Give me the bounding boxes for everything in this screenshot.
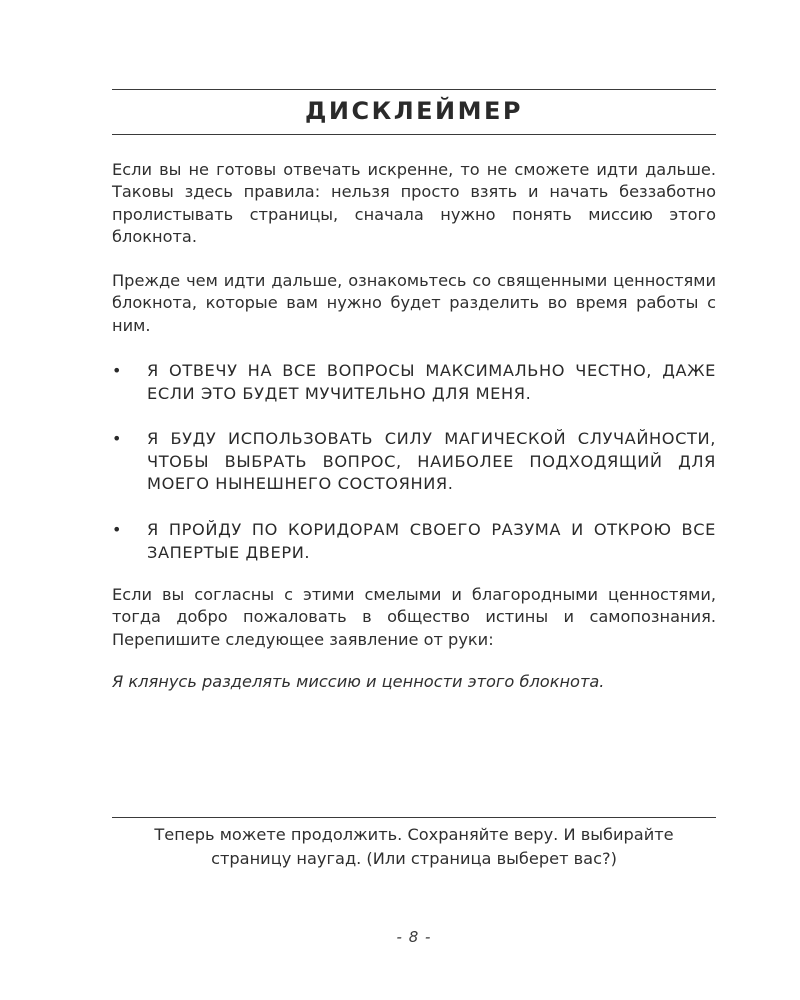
intro-paragraph: Если вы не готовы отвечать искренне, то не сможете идти дальше. Таковы здесь правила: нельзя просто взять и начать беззаботно пролистывать страницы, сначала нужно понять миссию этого блокнота. [112, 160, 716, 247]
value-text: Я ПРОЙДУ ПО КОРИДОРАМ СВОЕГО РАЗУМА И ОТКРОЮ ВСЕ ЗАПЕРТЫЕ ДВЕРИ. [147, 519, 716, 562]
page-title: ДИСКЛЕЙМЕР [305, 97, 523, 125]
title-top-rule [112, 89, 716, 90]
values-list [112, 360, 716, 587]
list-item [112, 428, 716, 496]
agreement-paragraph: Если вы согласны с этими смелыми и благородными ценностями, тогда добро пожаловать в общество истины и самопознания. Перепишите следующее заявление от руки: [112, 585, 716, 649]
value-text: Я ОТВЕЧУ НА ВСЕ ВОПРОСЫ МАКСИМАЛЬНО ЧЕСТНО, ДАЖЕ ЕСЛИ ЭТО БУДЕТ МУЧИТЕЛЬНО ДЛЯ МЕНЯ. [147, 361, 716, 403]
list-item [112, 360, 716, 405]
value-text: Я БУДУ ИСПОЛЬЗОВАТЬ СИЛУ МАГИЧЕСКОЙ СЛУЧАЙНОСТИ, ЧТОБЫ ВЫБРАТЬ ВОПРОС, НАИБОЛЕЕ ПОДХОДЯЩИЙ ДЛЯ МОЕГО НЫНЕШНЕГО СОСТОЯНИЯ. [147, 429, 716, 494]
footer-rule [112, 817, 716, 818]
page-number: - 8 - [396, 928, 432, 946]
list-item [112, 519, 716, 564]
bullet-icon: • [112, 429, 123, 449]
footer-note: Теперь можете продолжить. Сохраняйте веру. И выбирайте страницу наугад. (Или страница выберет вас?) [154, 825, 674, 868]
title-bottom-rule [112, 134, 716, 135]
oath-statement: Я клянусь разделять миссию и ценности этого блокнота. [112, 672, 605, 691]
book-page [112, 0, 716, 1000]
bullet-icon: • [112, 361, 123, 380]
values-intro-paragraph: Прежде чем идти дальше, ознакомьтесь со священными ценностями блокнота, которые вам нужно будет разделить во время работы с ним. [112, 271, 716, 335]
bullet-icon: • [112, 519, 123, 539]
